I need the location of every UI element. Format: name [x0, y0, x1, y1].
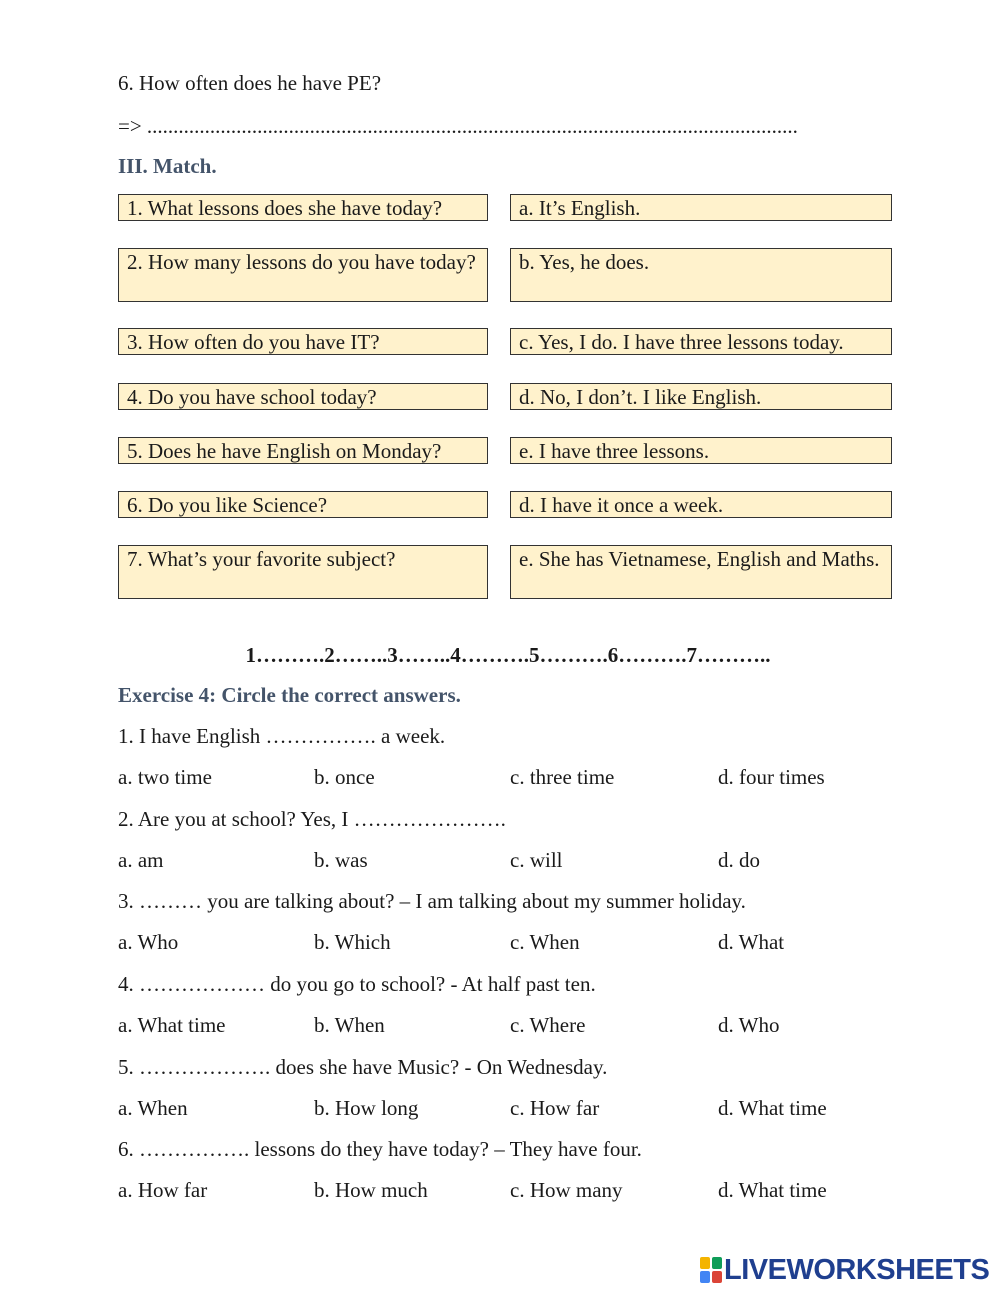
question-6-answer-line[interactable]: => ............................................................................................................................ [118, 114, 798, 138]
match-right-c[interactable]: c. Yes, I do. I have three lessons today. [510, 328, 892, 355]
exercise-4-heading: Exercise 4: Circle the correct answers. [118, 683, 461, 707]
match-left-1[interactable]: 1. What lessons does she have today? [118, 194, 488, 221]
liveworksheets-logo-icon [700, 1257, 722, 1283]
ex4-question-3: 3. ……… you are talking about? – I am talking about my summer holiday. [118, 889, 746, 913]
logo-block-1 [700, 1257, 710, 1269]
match-heading: III. Match. [118, 154, 217, 178]
logo-block-3 [700, 1271, 710, 1283]
ex4-q3-option-d[interactable]: d. What [718, 930, 785, 954]
ex4-question-1: 1. I have English ……………. a week. [118, 724, 446, 748]
ex4-question-4: 4. ……………… do you go to school? - At half past ten. [118, 972, 596, 996]
ex4-q1-option-b[interactable]: b. once [314, 765, 375, 789]
liveworksheets-logo [700, 1255, 989, 1285]
match-left-6[interactable]: 6. Do you like Science? [118, 491, 488, 518]
match-right-e[interactable]: e. I have three lessons. [510, 437, 892, 464]
ex4-q6-option-b[interactable]: b. How much [314, 1178, 428, 1202]
ex4-q6-option-d[interactable]: d. What time [718, 1178, 827, 1202]
ex4-q5-option-a[interactable]: a. When [118, 1096, 188, 1120]
match-left-4[interactable]: 4. Do you have school today? [118, 383, 488, 410]
ex4-q1-option-a[interactable]: a. two time [118, 765, 212, 789]
logo-block-4 [712, 1271, 722, 1283]
ex4-q5-option-b[interactable]: b. How long [314, 1096, 419, 1120]
match-left-3[interactable]: 3. How often do you have IT? [118, 328, 488, 355]
ex4-q6-option-c[interactable]: c. How many [510, 1178, 623, 1202]
ex4-question-5: 5. ………………. does she have Music? - On Wednesday. [118, 1055, 608, 1079]
ex4-q5-option-d[interactable]: d. What time [718, 1096, 827, 1120]
ex4-question-6: 6. ……………. lessons do they have today? – They have four. [118, 1137, 642, 1161]
liveworksheets-brand-text: LIVEWORKSHEETS [724, 1254, 990, 1286]
ex4-q6-option-a[interactable]: a. How far [118, 1178, 208, 1202]
ex4-q3-option-a[interactable]: a. Who [118, 930, 179, 954]
ex4-q1-option-c[interactable]: c. three time [510, 765, 615, 789]
logo-block-2 [712, 1257, 722, 1269]
match-right-b[interactable]: b. Yes, he does. [510, 248, 892, 302]
ex4-q2-option-c[interactable]: c. will [510, 848, 563, 872]
ex4-q2-option-a[interactable]: a. am [118, 848, 164, 872]
ex4-q4-option-b[interactable]: b. When [314, 1013, 385, 1037]
ex4-q3-option-c[interactable]: c. When [510, 930, 580, 954]
match-left-7[interactable]: 7. What’s your favorite subject? [118, 545, 488, 599]
ex4-q3-option-b[interactable]: b. Which [314, 930, 391, 954]
ex4-q4-option-d[interactable]: d. Who [718, 1013, 780, 1037]
match-left-5[interactable]: 5. Does he have English on Monday? [118, 437, 488, 464]
question-6-text: 6. How often does he have PE? [118, 71, 382, 95]
match-answer-key-line[interactable]: 1……….2……..3……..4……….5……….6……….7……….. [245, 643, 771, 667]
ex4-q4-option-c[interactable]: c. Where [510, 1013, 586, 1037]
ex4-q1-option-d[interactable]: d. four times [718, 765, 825, 789]
ex4-q4-option-a[interactable]: a. What time [118, 1013, 226, 1037]
ex4-q2-option-b[interactable]: b. was [314, 848, 368, 872]
match-left-2[interactable]: 2. How many lessons do you have today? [118, 248, 488, 302]
match-right-a[interactable]: a. It’s English. [510, 194, 892, 221]
ex4-q2-option-d[interactable]: d. do [718, 848, 760, 872]
ex4-question-2: 2. Are you at school? Yes, I …………………. [118, 807, 506, 831]
ex4-q5-option-c[interactable]: c. How far [510, 1096, 600, 1120]
match-right-d2[interactable]: d. I have it once a week. [510, 491, 892, 518]
match-right-e2[interactable]: e. She has Vietnamese, English and Maths. [510, 545, 892, 599]
match-right-d[interactable]: d. No, I don’t. I like English. [510, 383, 892, 410]
